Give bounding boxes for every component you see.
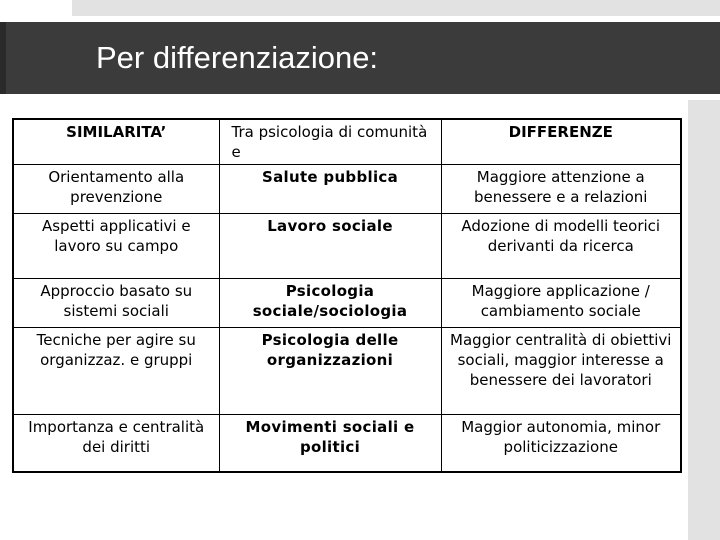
header-campo: Tra psicologia di comunità e	[219, 119, 441, 165]
cell-similarita: Approccio basato su sistemi sociali	[13, 279, 219, 328]
cell-similarita: Importanza e centralità dei diritti	[13, 415, 219, 473]
table-row	[13, 165, 681, 214]
cell-similarita: Aspetti applicativi e lavoro su campo	[13, 214, 219, 279]
header-similarita: SIMILARITA’	[13, 119, 219, 165]
cell-similarita: Orientamento alla prevenzione	[13, 165, 219, 214]
cell-similarita: Tecniche per agire su organizzaz. e gruppi	[13, 328, 219, 415]
header-differenze: DIFFERENZE	[441, 119, 681, 165]
title-accent	[0, 22, 6, 94]
page-title: Per differenziazione:	[96, 40, 379, 75]
table-header-row	[13, 119, 681, 165]
bottom-decor-strip	[688, 524, 720, 540]
title-bar	[0, 22, 720, 94]
top-decor-strip	[72, 0, 720, 16]
cell-differenze: Adozione di modelli teorici derivanti da ricerca	[441, 214, 681, 279]
cell-differenze: Maggiore attenzione a benessere e a relazioni	[441, 165, 681, 214]
cell-campo: Salute pubblica	[219, 165, 441, 214]
right-decor-strip	[688, 100, 720, 524]
cell-campo: Lavoro sociale	[219, 214, 441, 279]
cell-differenze: Maggior centralità di obiettivi sociali, maggior interesse a benessere dei lavoratori	[441, 328, 681, 415]
comparison-table	[12, 118, 682, 473]
cell-campo: Movimenti sociali e politici	[219, 415, 441, 473]
cell-campo: Psicologia delle organizzazioni	[219, 328, 441, 415]
table-row	[13, 279, 681, 328]
table-row	[13, 415, 681, 473]
cell-differenze: Maggior autonomia, minor politicizzazione	[441, 415, 681, 473]
cell-differenze: Maggiore applicazione / cambiamento sociale	[441, 279, 681, 328]
cell-campo: Psicologia sociale/sociologia	[219, 279, 441, 328]
table-row	[13, 214, 681, 279]
table-row	[13, 328, 681, 415]
